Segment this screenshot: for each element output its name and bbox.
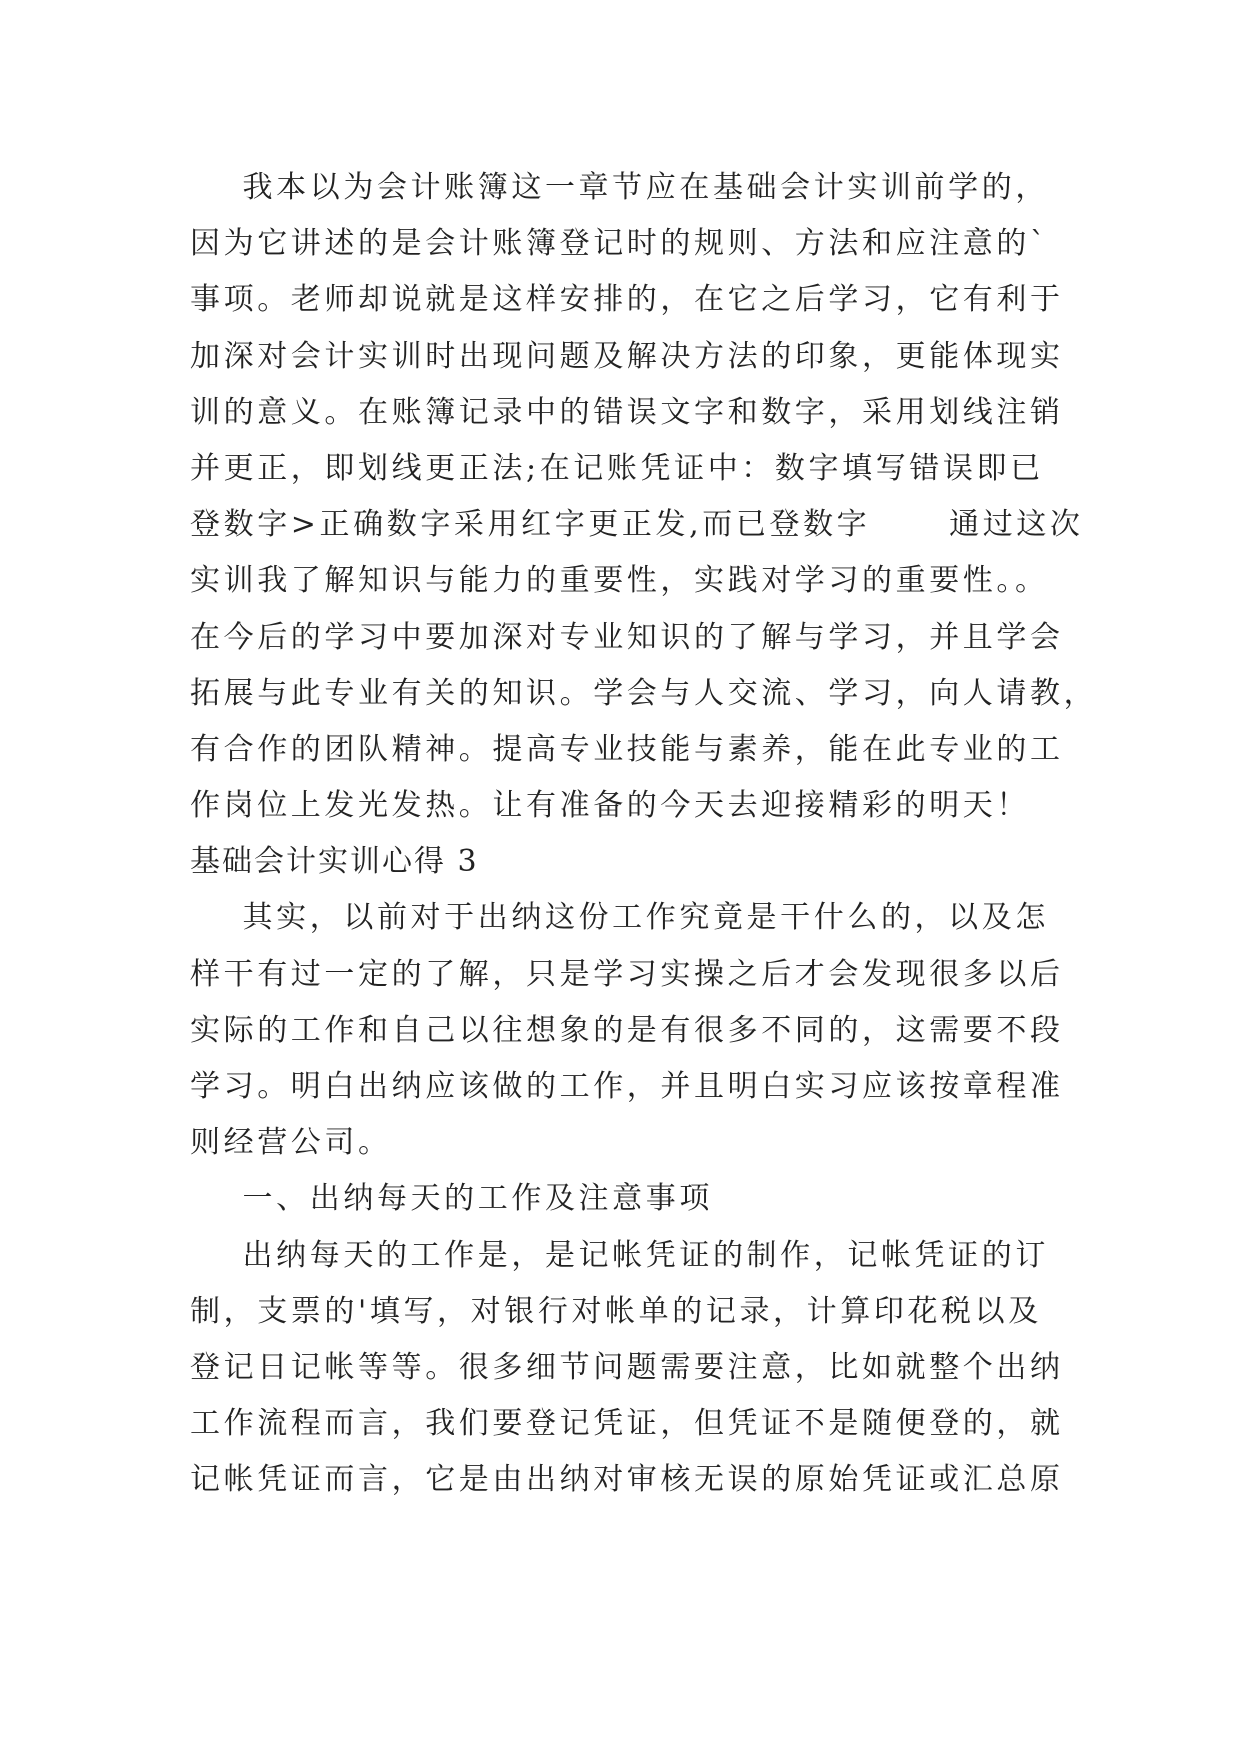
- text-line: 实训我了解知识与能力的重要性，实践对学习的重要性。。: [190, 563, 1049, 599]
- text-line: 我本以为会计账簿这一章节应在基础会计实训前学的，: [190, 170, 1049, 205]
- text-line: 样干有过一定的了解，只是学习实操之后才会发现很多以后: [190, 956, 1064, 992]
- section-heading: 基础会计实训心得 3: [190, 844, 479, 880]
- subsection-heading: 一、出纳每天的工作及注意事项: [190, 1181, 713, 1217]
- text-line: 训的意义。在账簿记录中的错误文字和数字，采用划线注销: [190, 394, 1064, 430]
- text-line: 出纳每天的工作是，是记帐凭证的制作，记帐凭证的订: [190, 1237, 1049, 1273]
- document-body: [190, 160, 1098, 1509]
- text-line: 作岗位上发光发热。让有准备的今天去迎接精彩的明天！: [190, 788, 1030, 824]
- text-line: 并更正，即划线更正法;在记账凭证中：数字填写错误即已: [190, 450, 1044, 486]
- text-line: 实际的工作和自己以往想象的是有很多不同的，这需要不段: [190, 1012, 1064, 1048]
- text-line: 因为它讲述的是会计账簿登记时的规则、方法和应注意的`: [190, 226, 1049, 262]
- text-line: 拓展与此专业有关的知识。学会与人交流、学习，向人请教，: [190, 675, 1098, 711]
- text-line: 登数字>正确数字采用红字更正发,而已登数字 通过这次: [190, 507, 1084, 543]
- text-line: 记帐凭证而言，它是由出纳对审核无误的原始凭证或汇总原: [190, 1462, 1064, 1498]
- text-line: 有合作的团队精神。提高专业技能与素养，能在此专业的工: [190, 731, 1064, 767]
- text-line: 学习。明白出纳应该做的工作，并且明白实习应该按章程准: [190, 1069, 1064, 1104]
- text-line: 其实，以前对于出纳这份工作究竟是干什么的，以及怎: [190, 900, 1049, 936]
- text-line: 加深对会计实训时出现问题及解决方法的印象，更能体现实: [190, 338, 1064, 374]
- text-line: 制，支票的'填写，对银行对帐单的记录，计算印花税以及: [190, 1293, 1042, 1329]
- text-line: 则经营公司。: [190, 1125, 392, 1161]
- text-line: 工作流程而言，我们要登记凭证，但凭证不是随便登的，就: [190, 1406, 1064, 1442]
- text-line: 在今后的学习中要加深对专业知识的了解与学习，并且学会: [190, 619, 1064, 655]
- text-line: 事项。老师却说就是这样安排的，在它之后学习，它有利于: [190, 282, 1064, 318]
- text-line: 登记日记帐等等。很多细节问题需要注意，比如就整个出纳: [190, 1349, 1064, 1385]
